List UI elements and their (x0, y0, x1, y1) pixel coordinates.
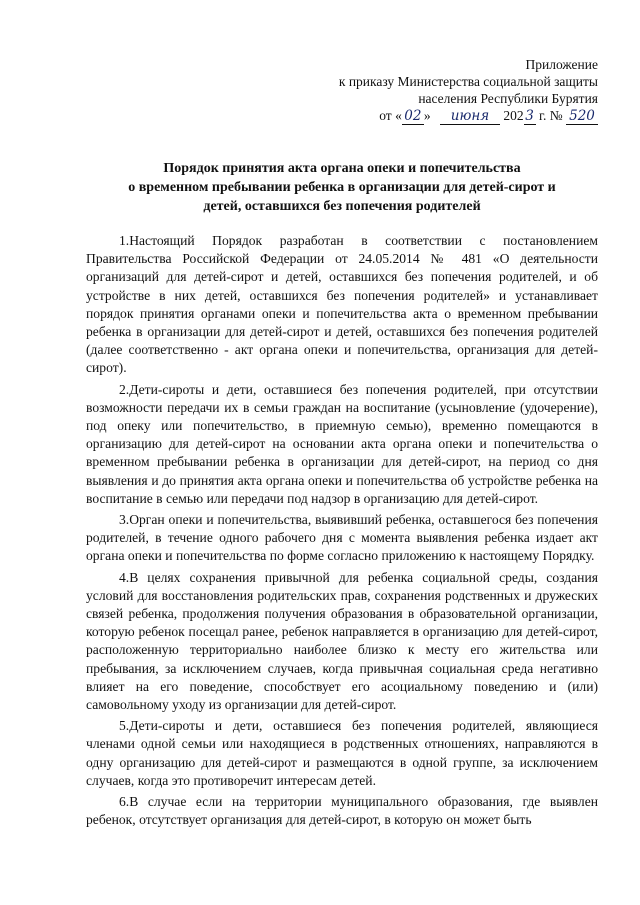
date-year-suffix: г. № (535, 108, 563, 123)
appendix-header (86, 56, 598, 125)
paragraph-5: 5.Дети-сироты и дети, оставшиеся без попечения родителей, являющиеся членами одной семьи или находящиеся в родственных отношениях, направляются в одну организацию для детей-сирот и размещаются в одной группе, за исключением случаев, когда это противоречит интересам детей. (86, 718, 598, 788)
paragraph-1: 1.Настоящий Порядок разработан в соответствии с постановлением Правительства Российской Федерации от 24.05.2014 № 481 «О деятельности организаций для детей-сирот и детей, оставшихся без попечения родителей, и об устройстве в них детей, оставшихся без попечения родителей» и устанавливает порядок принятия органами опеки и попечительства акта о временном пребывании ребенка в организации для детей-сирот и детей, оставшихся без попечения родителей (далее соответственно - акт органа опеки и попечительства, организация для детей-сирот). (86, 233, 598, 376)
document-title (86, 159, 598, 216)
date-year-digit-handwritten: 3 (525, 108, 534, 124)
date-prefix: от « (379, 108, 402, 123)
document-body (86, 232, 598, 830)
paragraph-4: 4.В целях сохранения привычной для ребенка социальной среды, создания условий для восстановления родительских прав, сохранения родственных и дружеских связей ребенка, продолжения получения образования в образовательной организации, которую ребенок посещал ранее, ребенок направляется в организацию для детей-сирот, расположенную территориально наиболее близко к месту его жительства или пребывания, за исключением случаев, когда привычная социальная среда негативно влияет на его поведение, способствует его асоциальному поведению и (или) самовольному уходу из организации для детей-сирот. (86, 569, 598, 713)
date-month-handwritten: июня (440, 109, 500, 125)
order-reference: к приказу Министерства социальной защиты (338, 74, 598, 89)
title-line-2: о временном пребывании ребенка в организации для детей-сирот и (128, 180, 556, 195)
date-day-handwritten: 02 (402, 109, 424, 125)
paragraph-6: 6.В случае если на территории муниципального образования, где выявлен ребенок, отсутствует организация для детей-сирот, в которую он может быть (86, 794, 598, 828)
title-line-3: детей, оставшихся без попечения родителей (203, 199, 481, 214)
date-year-prefix: 202 (503, 108, 524, 123)
order-number-handwritten: 520 (566, 109, 598, 125)
ministry-region: населения Республики Бурятия (418, 91, 598, 106)
paragraph-2: 2.Дети-сироты и дети, оставшиеся без попечения родителей, при отсутствии возможности передачи их в семьи граждан на воспитание (усыновление (удочерение), под опеку или попечительство, в приемную семью), временно помещаются в организацию для детей-сирот на основании акта органа опеки и попечительства о временном пребывании ребенка в организации для детей-сирот, на период со дня выявления и до принятия акта органа опеки и попечительства об устройстве ребенка на воспитание в семью или передачи под надзор в организацию для детей-сирот. (86, 381, 598, 506)
appendix-label: Приложение (525, 57, 598, 72)
paragraph-3: 3.Орган опеки и попечительства, выявивший ребенка, оставшегося без попечения родителей, в течение одного рабочего дня с момента выявления ребенка издает акт органа опеки и попечительства по форме согласно приложению к настоящему Порядку. (86, 512, 598, 564)
title-line-1: Порядок принятия акта органа опеки и попечительства (163, 161, 521, 176)
order-date-line (379, 107, 598, 125)
date-mid: » (423, 108, 431, 123)
